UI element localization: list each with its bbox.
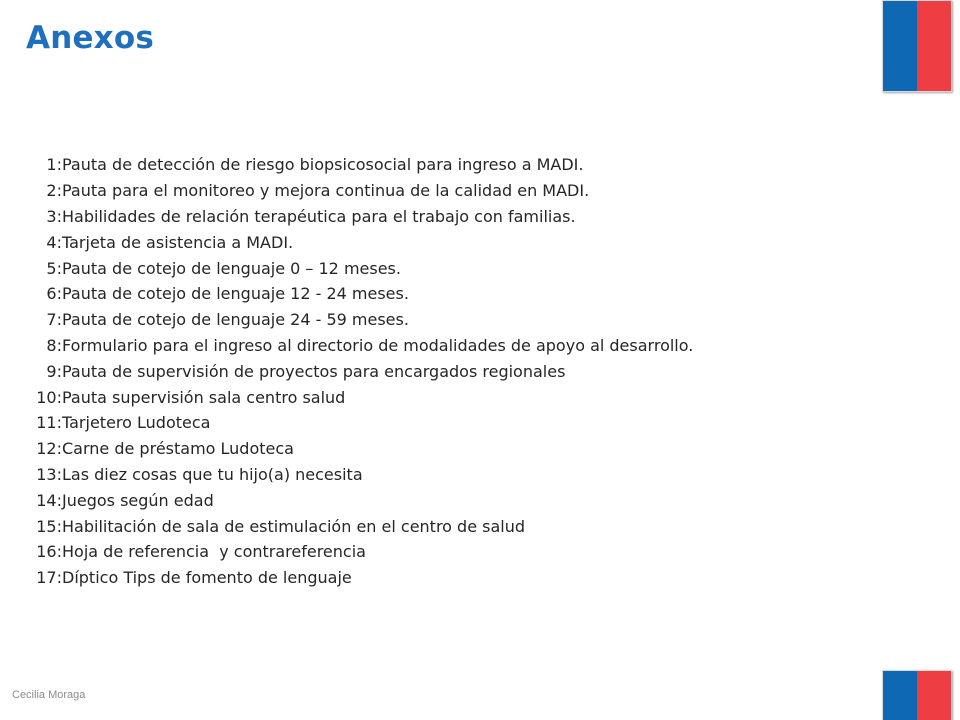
annex-number: 17: bbox=[36, 568, 62, 588]
annex-number: 15: bbox=[36, 516, 62, 536]
page-title: Anexos bbox=[26, 20, 155, 56]
list-item bbox=[22, 152, 693, 178]
list-item bbox=[22, 487, 693, 513]
annex-label: Habilidades de relación terapéutica para el trabajo con familias. bbox=[62, 206, 576, 226]
annex-label: Hoja de referencia y contrareferencia bbox=[62, 542, 366, 562]
list-item bbox=[22, 462, 693, 488]
flag-blue-stripe bbox=[883, 1, 917, 91]
annex-label: Pauta para el monitoreo y mejora continua de la calidad en MADI. bbox=[62, 181, 590, 201]
annex-number: 16: bbox=[36, 542, 62, 562]
list-item bbox=[22, 229, 693, 255]
annex-label: Formulario para el ingreso al directorio de modalidades de apoyo al desarrollo. bbox=[62, 335, 694, 355]
annex-number: 10: bbox=[36, 387, 62, 407]
annex-number: 3: bbox=[46, 206, 62, 226]
list-item bbox=[22, 410, 693, 436]
annex-label: Carne de préstamo Ludoteca bbox=[62, 439, 294, 459]
annex-number: 12: bbox=[36, 439, 62, 459]
annex-number: 4: bbox=[46, 232, 62, 252]
list-item bbox=[22, 358, 693, 384]
annex-number: 1: bbox=[46, 155, 62, 175]
annex-label: Pauta de detección de riesgo biopsicosocial para ingreso a MADI. bbox=[62, 155, 584, 175]
list-item bbox=[22, 307, 693, 333]
chile-flag-logo-top bbox=[882, 0, 952, 92]
annex-label: Tarjeta de asistencia a MADI. bbox=[62, 232, 294, 252]
list-item bbox=[22, 539, 693, 565]
annex-label: Las diez cosas que tu hijo(a) necesita bbox=[62, 464, 363, 484]
flag-red-stripe bbox=[917, 671, 951, 720]
annex-label: Juegos según edad bbox=[62, 490, 214, 510]
annex-number: 8: bbox=[46, 335, 62, 355]
list-item bbox=[22, 281, 693, 307]
list-item bbox=[22, 384, 693, 410]
annex-list bbox=[22, 152, 693, 591]
annex-number: 2: bbox=[46, 181, 62, 201]
list-item bbox=[22, 178, 693, 204]
list-item bbox=[22, 565, 693, 591]
annex-label: Díptico Tips de fomento de lenguaje bbox=[62, 568, 352, 588]
annex-number: 6: bbox=[46, 284, 62, 304]
annex-label: Pauta de cotejo de lenguaje 0 – 12 meses. bbox=[62, 258, 401, 278]
annex-label: Tarjetero Ludoteca bbox=[62, 413, 211, 433]
chile-flag-logo-bottom bbox=[882, 670, 952, 720]
annex-label: Pauta supervisión sala centro salud bbox=[62, 387, 346, 407]
list-item bbox=[22, 255, 693, 281]
annex-number: 11: bbox=[36, 413, 62, 433]
annex-number: 14: bbox=[36, 490, 62, 510]
flag-blue-stripe bbox=[883, 671, 917, 720]
flag-red-stripe bbox=[917, 1, 951, 91]
annex-label: Pauta de supervisión de proyectos para encargados regionales bbox=[62, 361, 566, 381]
annex-number: 5: bbox=[46, 258, 62, 278]
list-item bbox=[22, 333, 693, 359]
footer-author: Cecilia Moraga bbox=[12, 689, 86, 701]
annex-number: 13: bbox=[36, 464, 62, 484]
annex-label: Habilitación de sala de estimulación en el centro de salud bbox=[62, 516, 526, 536]
list-item bbox=[22, 204, 693, 230]
list-item bbox=[22, 436, 693, 462]
annex-label: Pauta de cotejo de lenguaje 24 - 59 meses. bbox=[62, 310, 409, 330]
annex-number: 9: bbox=[46, 361, 62, 381]
annex-label: Pauta de cotejo de lenguaje 12 - 24 meses. bbox=[62, 284, 409, 304]
list-item bbox=[22, 513, 693, 539]
annex-number: 7: bbox=[46, 310, 62, 330]
